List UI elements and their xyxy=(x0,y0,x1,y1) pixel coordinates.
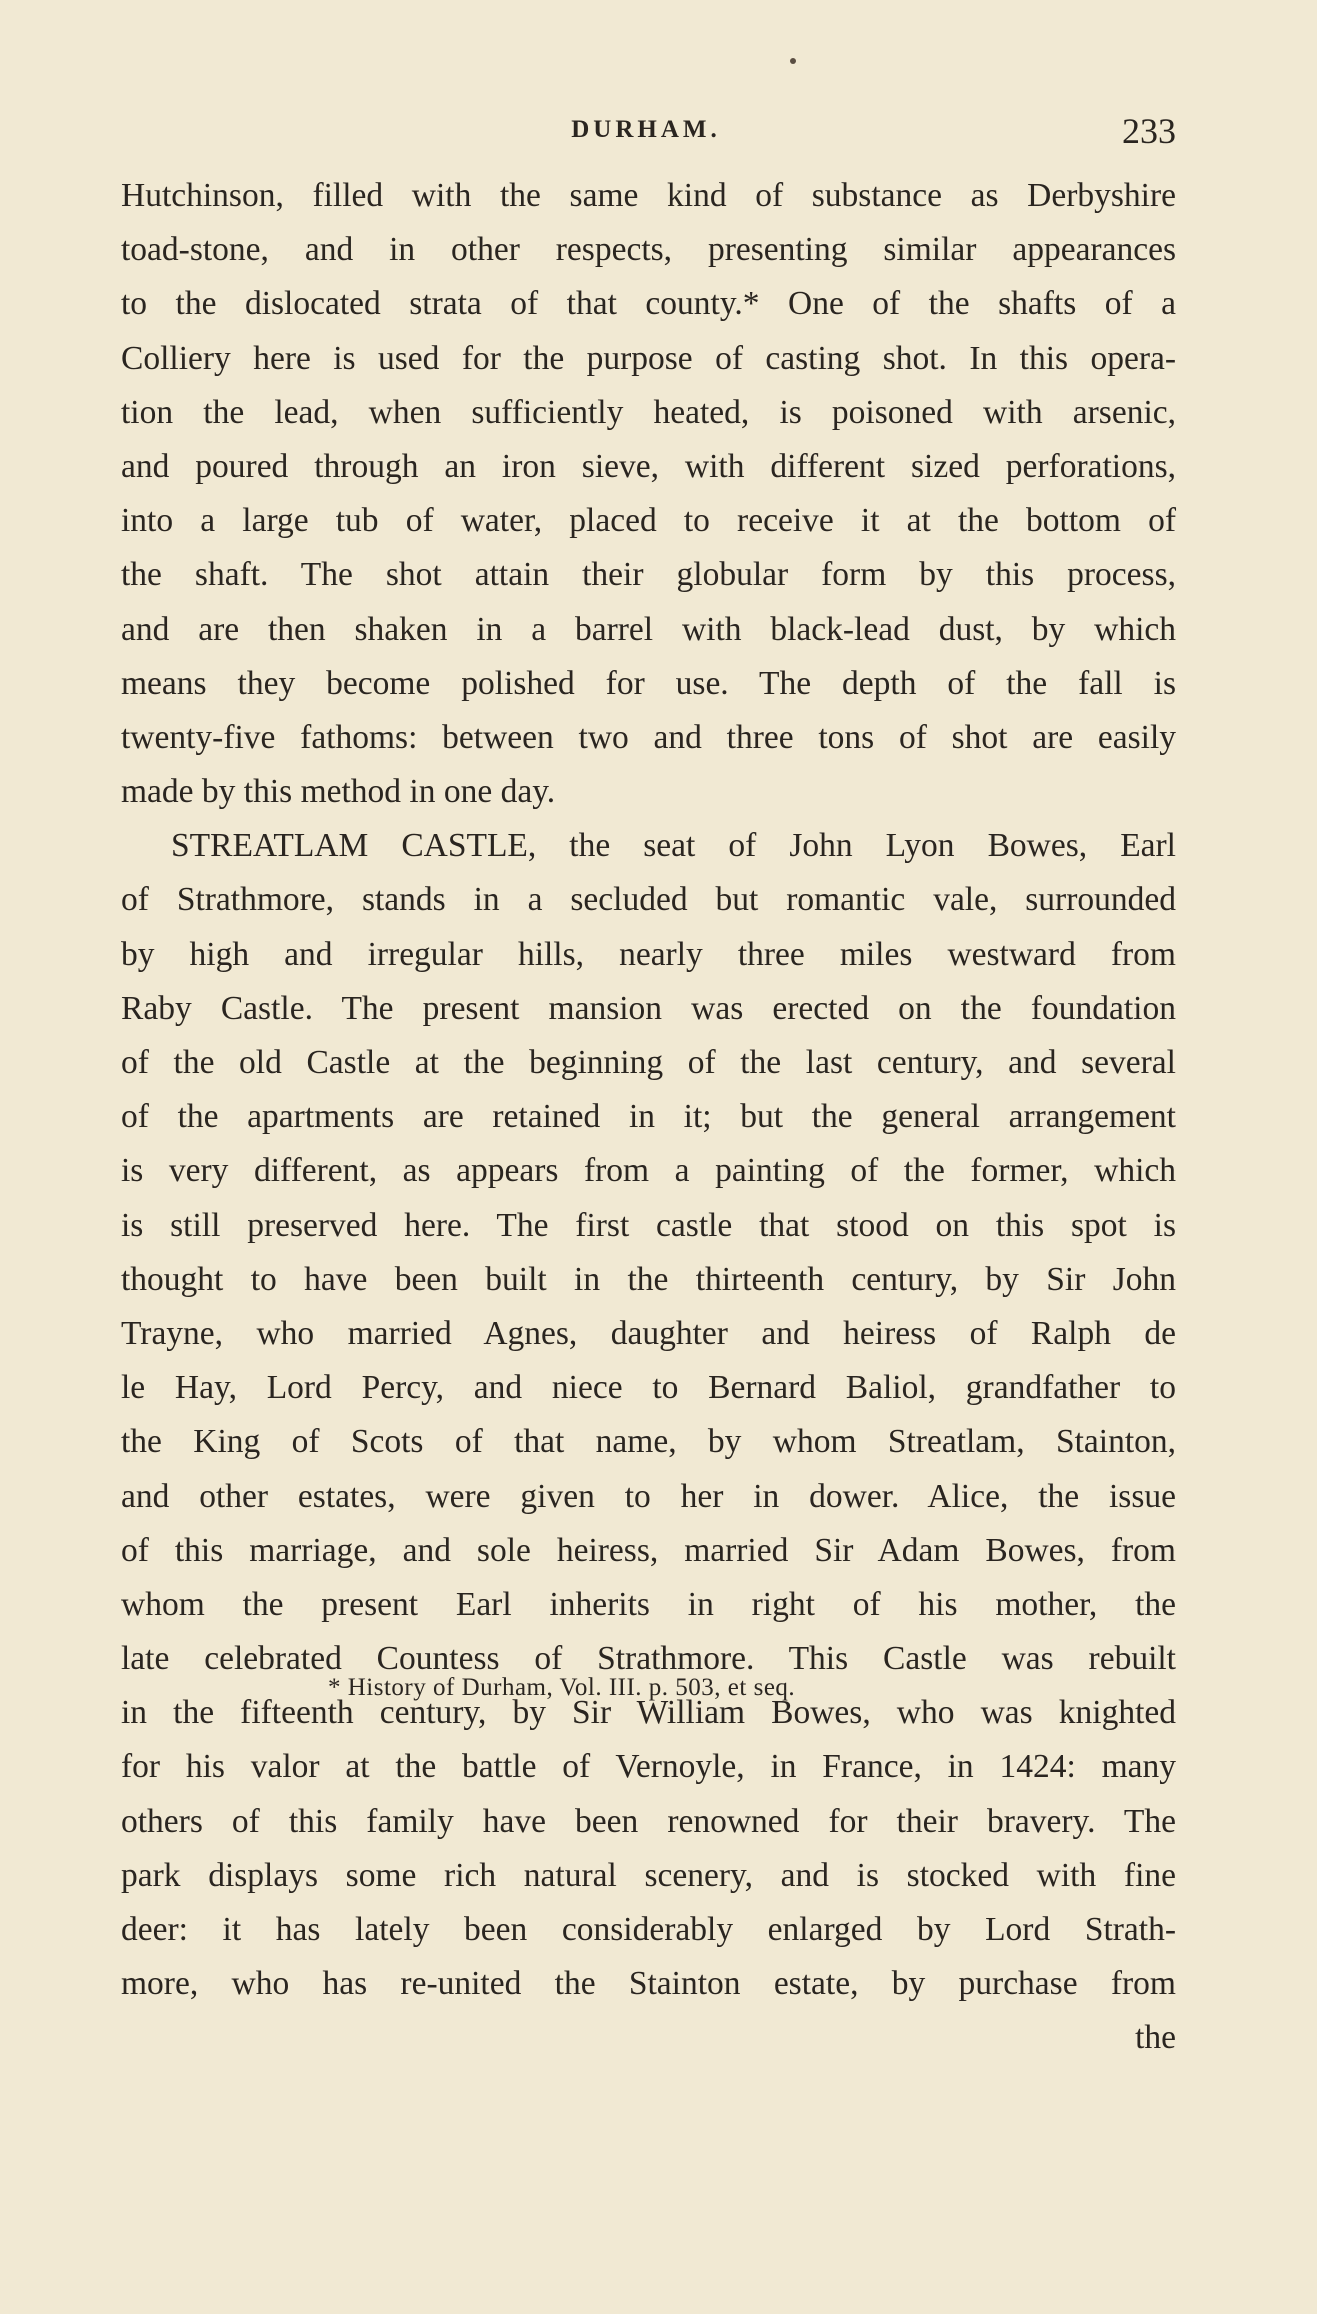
text-line: and other estates, were given to her in dower. Alice, the issue xyxy=(121,1477,1176,1515)
text-line: Colliery here is used for the purpose of casting shot. In this opera- xyxy=(121,339,1176,377)
text-line: toad-stone, and in other respects, presenting similar appearances xyxy=(121,231,1176,269)
text-line: the shaft. The shot attain their globular form by this process, xyxy=(121,556,1176,594)
text-line: of the apartments are retained in it; but the general arrangement xyxy=(121,1098,1176,1136)
text-line: Trayne, who married Agnes, daughter and heiress of Ralph de xyxy=(121,1314,1176,1352)
text-line: of the old Castle at the beginning of the last century, and several xyxy=(121,1044,1176,1081)
text-line: Raby Castle. The present mansion was erected on the foundation xyxy=(121,989,1176,1027)
text-line: park displays some rich natural scenery, and is stocked with fine xyxy=(121,1856,1176,1894)
text-line: deer: it has lately been considerably enlarged by Lord Strath- xyxy=(121,1911,1176,1948)
text-line: in the fifteenth century, by Sir William Bowes, who was knighted xyxy=(121,1694,1176,1732)
text-line: the King of Scots of that name, by whom Streatlam, Stainton, xyxy=(121,1423,1176,1461)
text-line: whom the present Earl inherits in right of his mother, the xyxy=(121,1585,1176,1623)
text-line: of Strathmore, stands in a secluded but romantic vale, surrounded xyxy=(121,881,1176,919)
text-line: into a large tub of water, placed to receive it at the bottom of xyxy=(121,502,1176,540)
text-line: le Hay, Lord Percy, and niece to Bernard Baliol, grandfather to xyxy=(121,1369,1176,1407)
running-title: DURHAM. xyxy=(571,116,721,143)
catchword: the xyxy=(1135,2019,1176,2057)
text-line: and poured through an iron sieve, with different sized perforations, xyxy=(121,447,1176,485)
text-line: Hutchinson, filled with the same kind of substance as Derbyshire xyxy=(121,177,1176,214)
text-line: thought to have been built in the thirteenth century, by Sir John xyxy=(121,1260,1176,1298)
text-line: more, who has re-united the Stainton estate, by purchase from xyxy=(121,1965,1176,2003)
text-line: by high and irregular hills, nearly three miles westward from xyxy=(121,935,1176,973)
text-line: of this marriage, and sole heiress, married Sir Adam Bowes, from xyxy=(121,1531,1176,1569)
text-line: to the dislocated strata of that county.* One of the shafts of a xyxy=(121,285,1176,323)
text-line: means they become polished for use. The depth of the fall is xyxy=(121,664,1176,702)
body-text xyxy=(121,169,1176,2066)
page-number: 233 xyxy=(1122,111,1176,151)
text-line: tion the lead, when sufficiently heated, is poisoned with arsenic, xyxy=(121,393,1176,431)
paragraph-opening-line: STREATLAM CASTLE, the seat of John Lyon Bowes, Earl xyxy=(171,827,1176,865)
text-line: others of this family have been renowned for their bravery. The xyxy=(121,1802,1176,1840)
ink-speck xyxy=(790,58,796,64)
text-line: is very different, as appears from a painting of the former, which xyxy=(121,1152,1176,1190)
text-line: made by this method in one day. xyxy=(121,773,556,811)
text-line: is still preserved here. The first castle that stood on this spot is xyxy=(121,1206,1176,1244)
page-header xyxy=(116,108,1176,152)
text-line: and are then shaken in a barrel with black-lead dust, by which xyxy=(121,610,1176,648)
text-line: for his valor at the battle of Vernoyle, in France, in 1424: many xyxy=(121,1748,1176,1786)
footnote: * History of Durham, Vol. III. p. 503, et seq. xyxy=(328,1674,796,1701)
text-line: late celebrated Countess of Strathmore. This Castle was rebuilt xyxy=(121,1640,1176,1678)
text-line: twenty-five fathoms: between two and three tons of shot are easily xyxy=(121,718,1176,756)
